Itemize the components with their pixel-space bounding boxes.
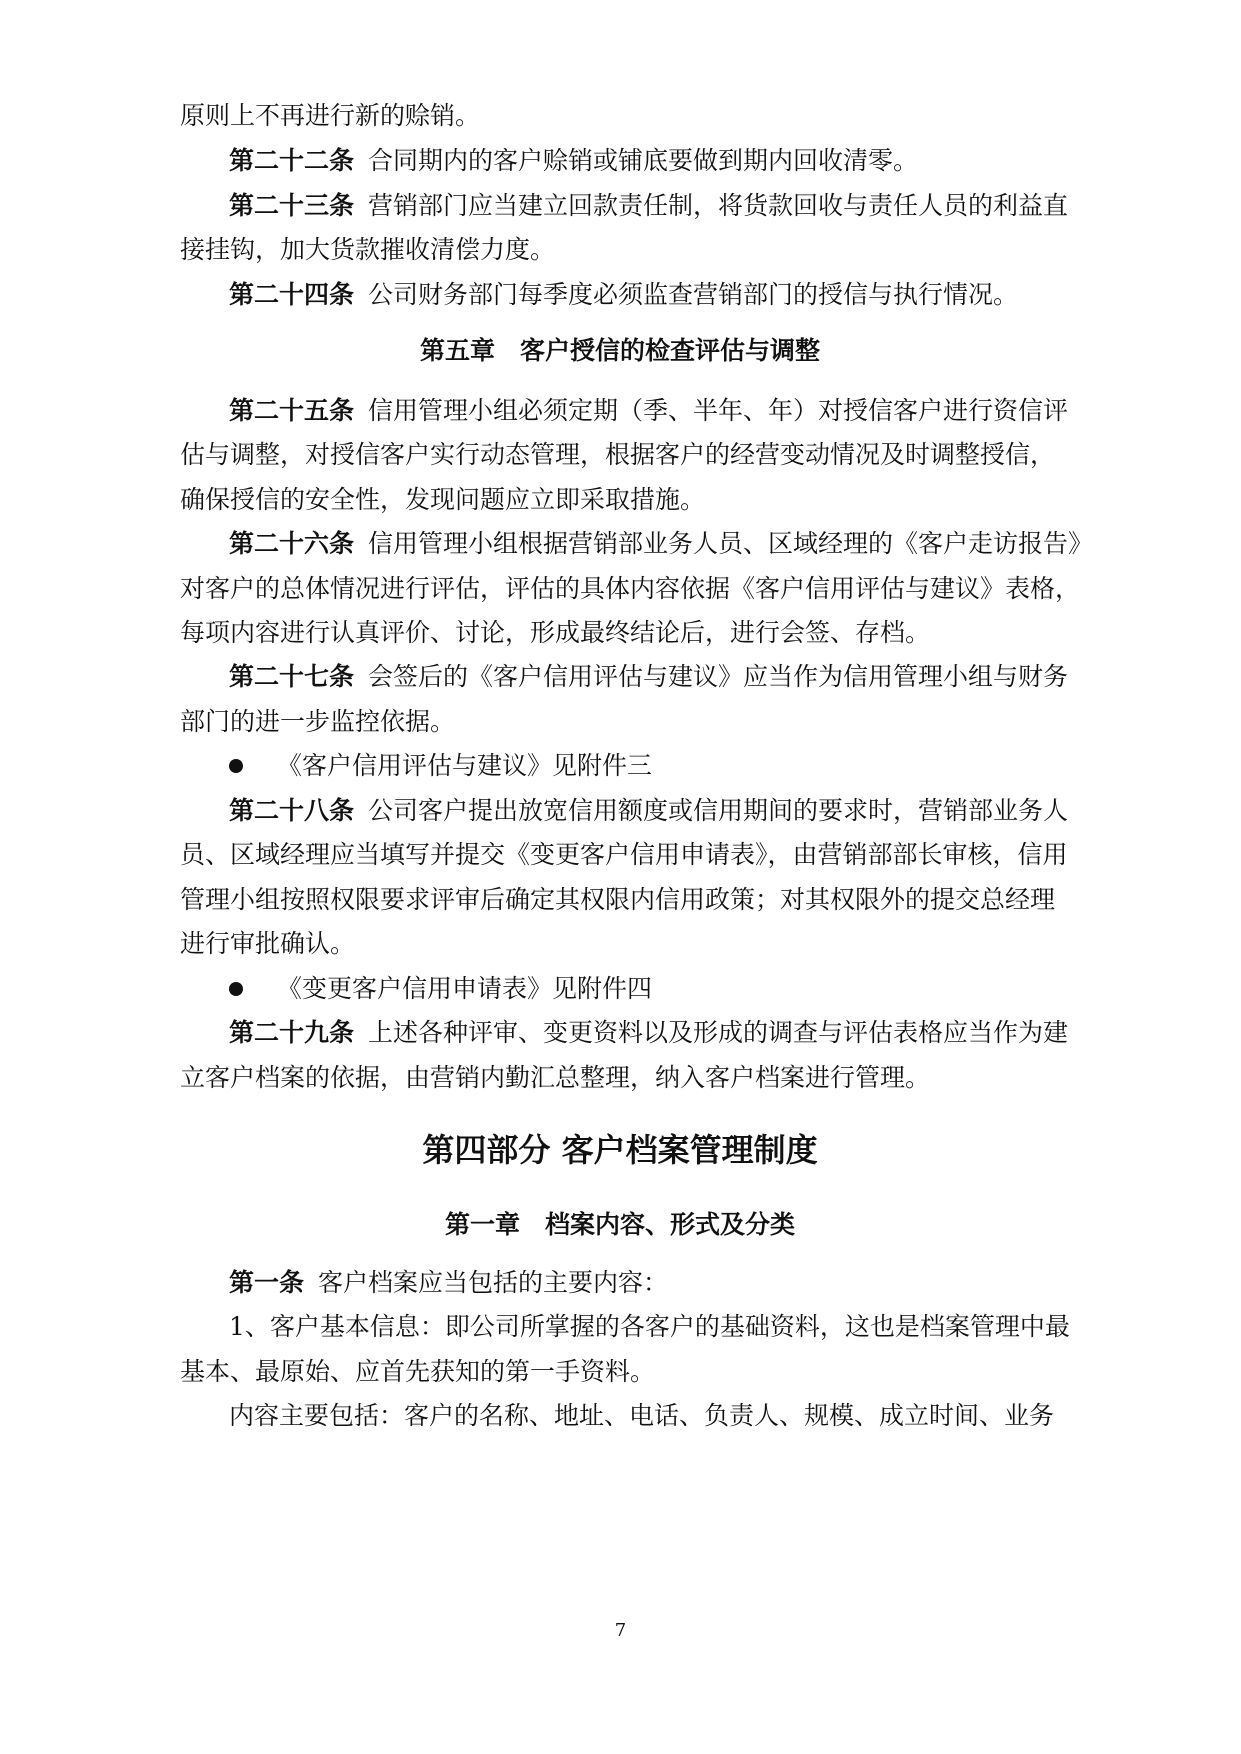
text-line: 每项内容进行认真评价、讨论，形成最终结论后，进行会签、存档。 — [180, 618, 931, 647]
text-line: 1、客户基本信息：即公司所掌握的各客户的基础资料，这也是档案管理中最 — [229, 1312, 1070, 1341]
article-label: 第二十五条 — [229, 396, 355, 425]
text-line: 员、区域经理应当填写并提交《变更客户信用申请表》，由营销部部长审核，信用 — [180, 840, 1068, 869]
bullet-text: 《变更客户信用申请表》见附件四 — [277, 974, 653, 1003]
article-label: 第二十七条 — [229, 662, 355, 691]
bullet-item — [229, 972, 652, 1006]
bullet-icon — [229, 759, 243, 773]
text-line: 原则上不再进行新的赊销。 — [180, 101, 481, 130]
article-1 — [229, 1266, 1060, 1300]
article-22 — [229, 144, 1060, 178]
text-line: 对客户的总体情况进行评估，评估的具体内容依据《客户信用评估与建议》表格， — [180, 574, 1081, 603]
article-label: 第二十四条 — [229, 280, 355, 309]
article-28 — [229, 794, 1069, 828]
article-25 — [229, 394, 1069, 428]
text-line: 管理小组按照权限要求评审后确定其权限内信用政策；对其权限外的提交总经理 — [180, 885, 1056, 914]
chapter-heading: 第五章 客户授信的检查评估与调整 — [419, 336, 820, 365]
article-label: 第二十九条 — [229, 1018, 355, 1047]
text-line: 内容主要包括：客户的名称、地址、电话、负责人、规模、成立时间、业务 — [229, 1401, 1055, 1430]
article-29 — [229, 1016, 1069, 1050]
text-line: 接挂钩，加大货款摧收清偿力度。 — [180, 235, 556, 264]
article-label: 第一条 — [229, 1268, 305, 1297]
article-text: 客户档案应当包括的主要内容： — [318, 1268, 669, 1297]
article-label: 第二十八条 — [229, 796, 355, 825]
bullet-item — [229, 749, 652, 783]
article-23 — [229, 189, 1069, 223]
article-text: 营销部门应当建立回款责任制，将货款回收与责任人员的利益直 — [368, 191, 1069, 220]
article-text: 合同期内的客户赊销或铺底要做到期内回收清零。 — [368, 146, 919, 175]
article-text: 信用管理小组根据营销部业务人员、区域经理的《客户走访报告》 — [368, 529, 1094, 558]
article-27 — [229, 660, 1069, 694]
article-text: 公司客户提出放宽信用额度或信用期间的要求时，营销部业务人 — [368, 796, 1069, 825]
article-label: 第二十三条 — [229, 191, 355, 220]
article-label: 第二十六条 — [229, 529, 355, 558]
part-heading: 第四部分 客户档案管理制度 — [422, 1131, 818, 1169]
text-line: 部门的进一步监控依据。 — [180, 707, 456, 736]
article-text: 上述各种评审、变更资料以及形成的调查与评估表格应当作为建 — [368, 1018, 1069, 1047]
article-text: 会签后的《客户信用评估与建议》应当作为信用管理小组与财务 — [368, 662, 1069, 691]
article-26 — [229, 527, 1094, 561]
article-text: 信用管理小组必须定期（季、半年、年）对授信客户进行资信评 — [368, 396, 1069, 425]
text-line: 基本、最原始、应首先获知的第一手资料。 — [180, 1357, 656, 1386]
page-number: 7 — [614, 1620, 627, 1641]
article-label: 第二十二条 — [229, 146, 355, 175]
article-24 — [229, 278, 1060, 312]
text-line: 立客户档案的依据，由营销内勤汇总整理，纳入客户档案进行管理。 — [180, 1063, 931, 1092]
chapter-heading: 第一章 档案内容、形式及分类 — [444, 1210, 795, 1239]
bullet-text: 《客户信用评估与建议》见附件三 — [277, 751, 653, 780]
article-text: 公司财务部门每季度必须监查营销部门的授信与执行情况。 — [368, 280, 1019, 309]
text-line: 进行审批确认。 — [180, 929, 356, 958]
text-line: 估与调整，对授信客户实行动态管理，根据客户的经营变动情况及时调整授信， — [180, 440, 1056, 469]
bullet-icon — [229, 982, 243, 996]
text-line: 确保授信的安全性，发现问题应立即采取措施。 — [180, 485, 706, 514]
